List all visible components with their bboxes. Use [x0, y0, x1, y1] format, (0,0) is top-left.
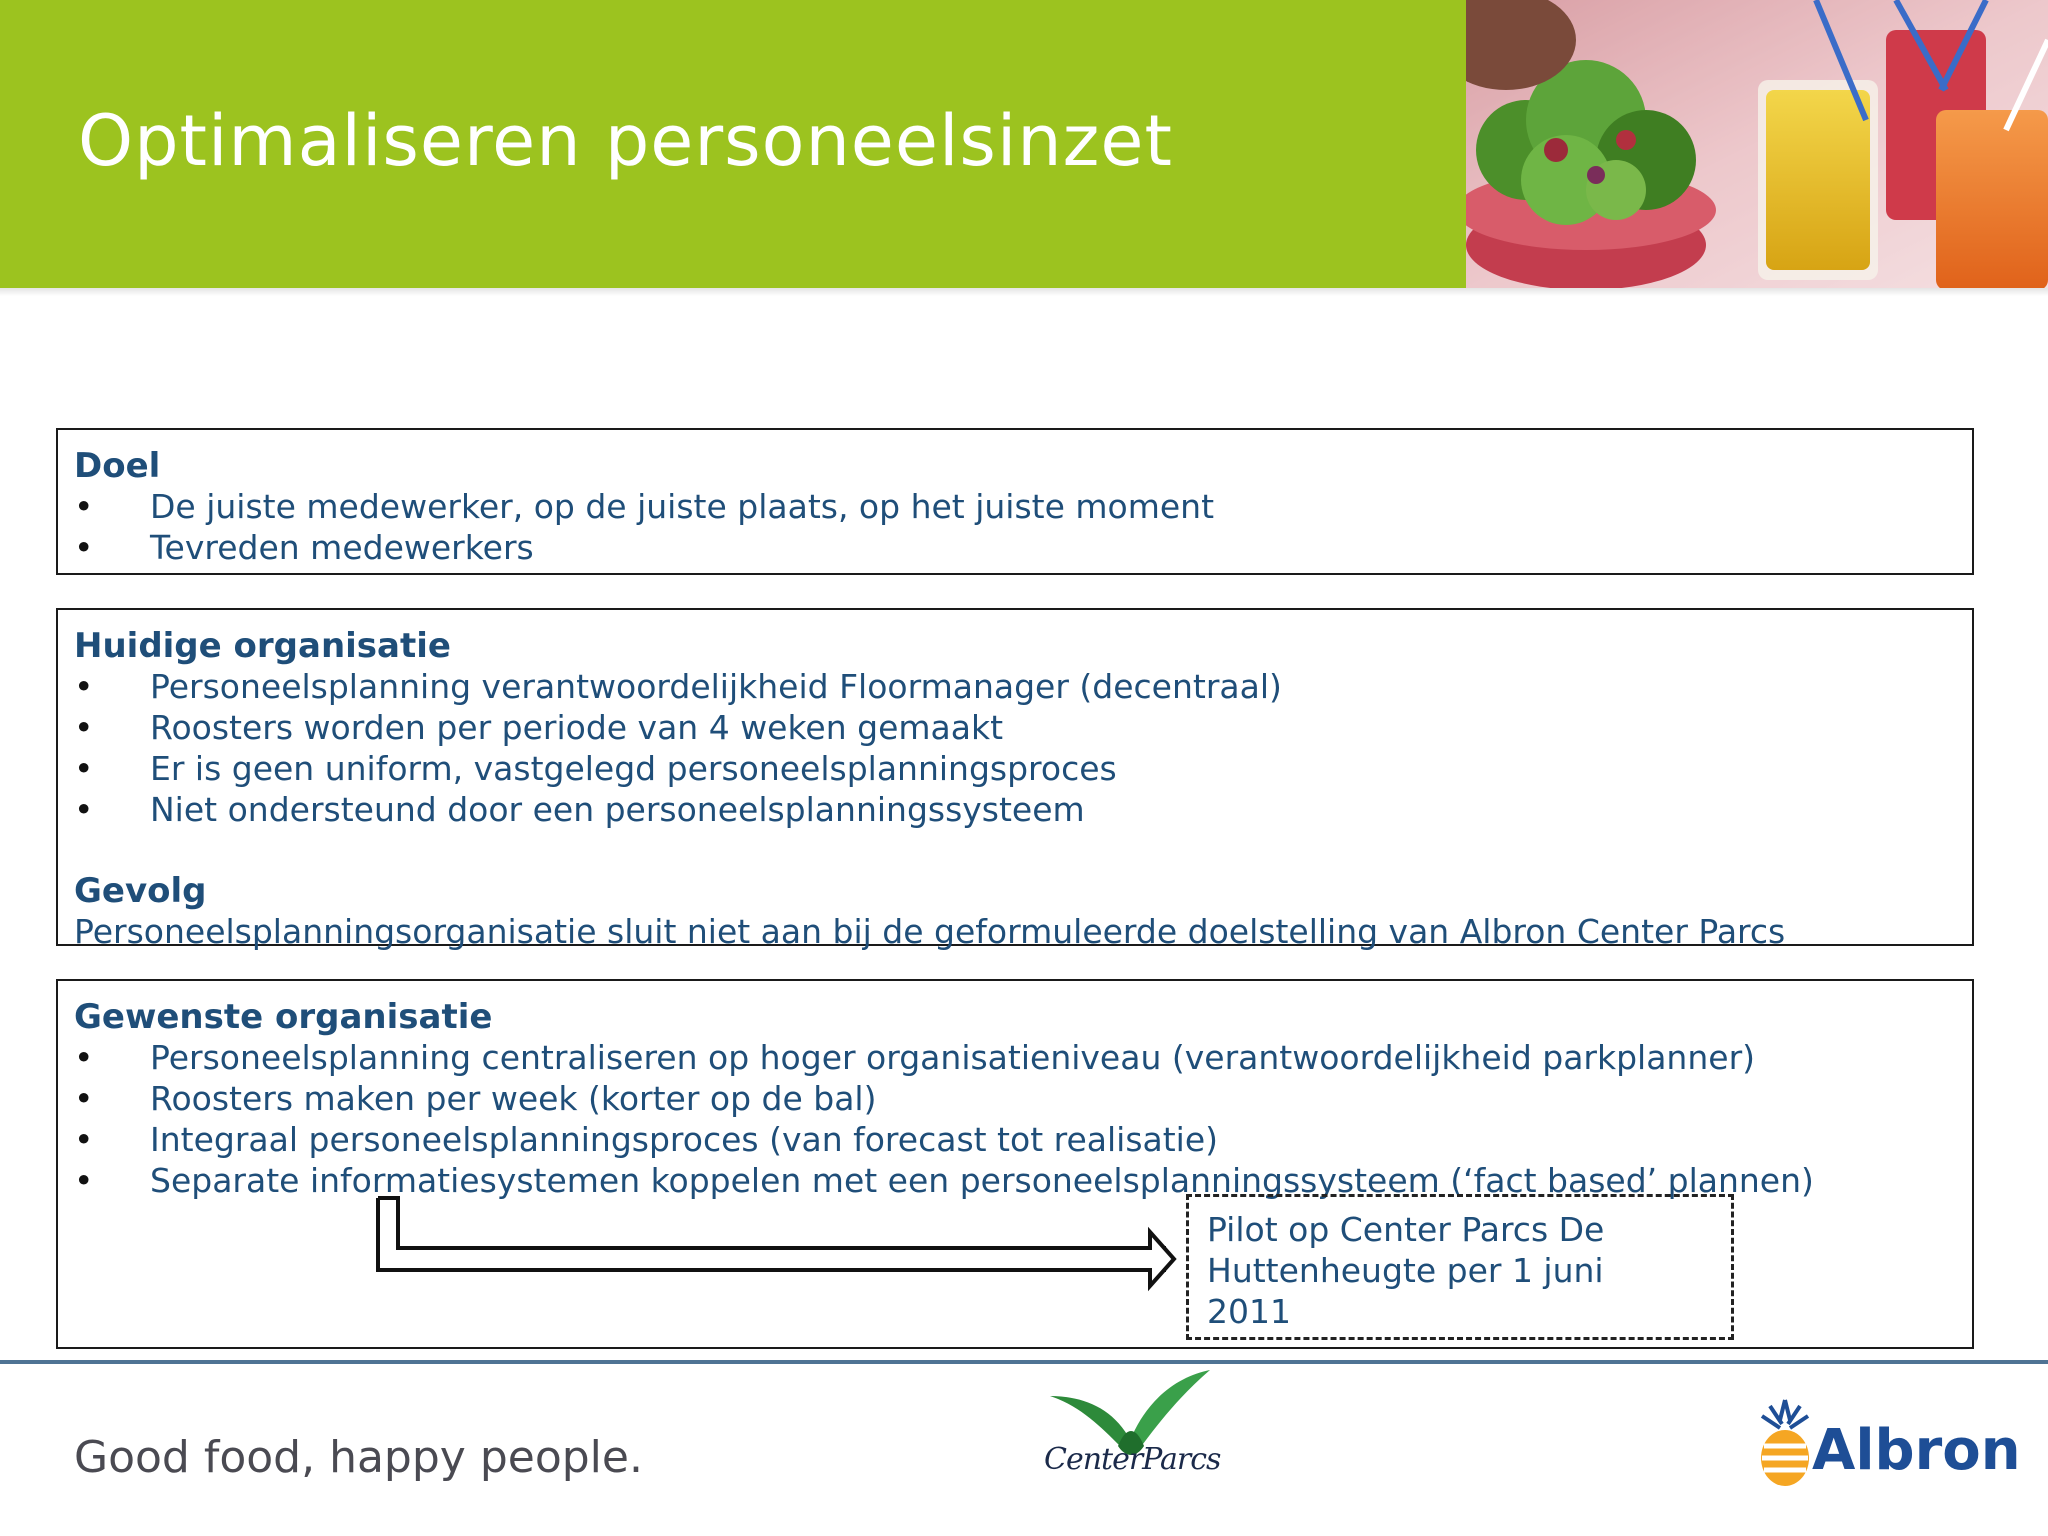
- list-item: • De juiste medewerker, op de juiste plaats, op het juiste moment: [74, 486, 1972, 527]
- pilot-line: Pilot op Center Parcs De: [1207, 1210, 1605, 1249]
- slogan: Good food, happy people.: [74, 1432, 643, 1483]
- doel-box: [56, 428, 1974, 575]
- header-shadow: [0, 288, 2048, 296]
- gewenste-organisatie-list: [74, 1037, 1972, 1201]
- pilot-line: 2011: [1207, 1292, 1291, 1331]
- doel-heading: Doel: [74, 446, 161, 486]
- doel-list: [74, 486, 1972, 568]
- list-item: • Personeelsplanning verantwoordelijkheid Floormanager (decentraal): [74, 666, 1972, 707]
- list-item: • Er is geen uniform, vastgelegd personeelsplanningsproces: [74, 748, 1972, 789]
- albron-pineapple-icon: [1750, 1396, 1820, 1488]
- albron-logo: Albron: [1812, 1418, 2021, 1483]
- huidige-organisatie-box: [56, 608, 1974, 951]
- huidige-organisatie-heading: Huidige organisatie: [74, 626, 451, 666]
- gevolg-text: Personeelsplanningsorganisatie sluit niet aan bij de geformuleerde doelstelling van Albron Center Parcs: [74, 912, 1786, 951]
- center-parcs-logo: CenterParcs: [1044, 1442, 1221, 1477]
- page-title: Optimaliseren personeelsinzet: [78, 100, 1173, 182]
- huidige-organisatie-list: [74, 666, 1972, 830]
- pilot-callout: [1186, 1194, 1734, 1340]
- food-photo: [1466, 0, 2048, 290]
- arrow-right-icon: [370, 1196, 1180, 1296]
- list-item: • Tevreden medewerkers: [74, 527, 1972, 568]
- title-banner: [0, 0, 1466, 290]
- list-item: • Integraal personeelsplanningsproces (van forecast tot realisatie): [74, 1119, 1972, 1160]
- footer-divider: [0, 1360, 2048, 1364]
- list-item: • Separate informatiesystemen koppelen met een personeelsplanningssysteem (‘fact based’ plannen): [74, 1160, 1972, 1201]
- list-item: • Niet ondersteund door een personeelsplanningssysteem: [74, 789, 1972, 830]
- list-item: • Roosters maken per week (korter op de bal): [74, 1078, 1972, 1119]
- gewenste-organisatie-heading: Gewenste organisatie: [74, 997, 493, 1037]
- pilot-line: Huttenheugte per 1 juni: [1207, 1251, 1604, 1290]
- list-item: • Personeelsplanning centraliseren op hoger organisatieniveau (verantwoordelijkheid parkplanner): [74, 1037, 1972, 1078]
- gevolg-heading: Gevolg: [74, 871, 207, 911]
- list-item: • Roosters worden per periode van 4 weken gemaakt: [74, 707, 1972, 748]
